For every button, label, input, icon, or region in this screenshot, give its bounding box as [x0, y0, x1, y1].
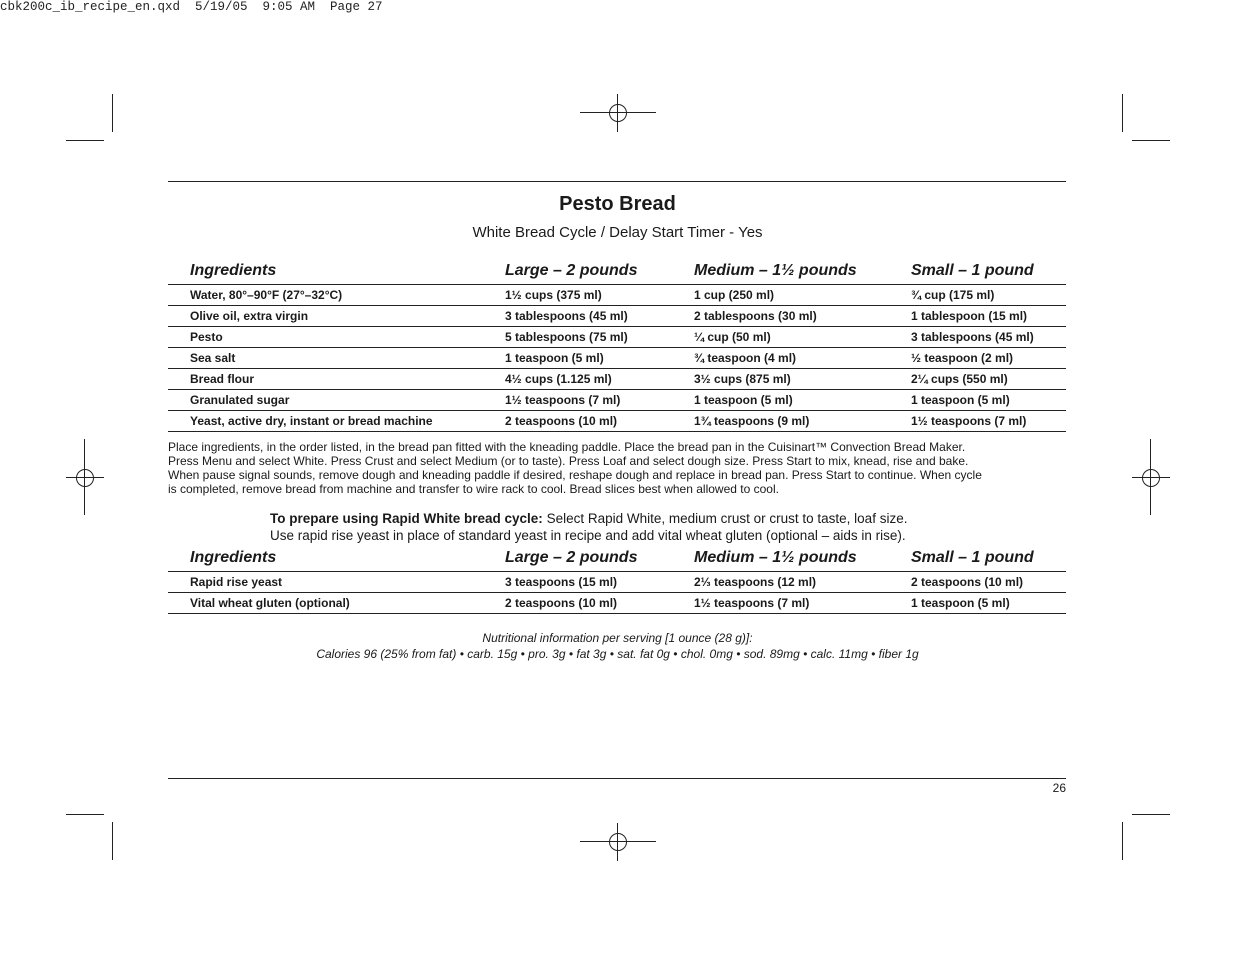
rapid-cycle-text: Select Rapid White, medium crust or crust to taste, loaf size. [542, 511, 908, 526]
amount-small: ¾ cup (175 ml) [911, 288, 995, 302]
nutrition-facts: Calories 96 (25% from fat) • carb. 15g • pro. 3g • fat 3g • sat. fat 0g • chol. 0mg • sod. 89mg • calc. 11mg • fiber 1g [316, 647, 919, 661]
header-small: Small – 1 pound [911, 549, 1034, 566]
ingredient-name: Bread flour [190, 372, 255, 386]
amount-large: 1½ teaspoons (7 ml) [505, 393, 621, 407]
amount-small: 2¼ cups (550 ml) [911, 372, 1008, 386]
amount-small: 1 teaspoon (5 ml) [911, 393, 1010, 407]
amount-large: 2 teaspoons (10 ml) [505, 596, 618, 610]
header-medium: Medium – 1½ pounds [694, 549, 857, 566]
table-row [168, 572, 1066, 593]
header-ingredients: Ingredients [190, 262, 277, 279]
amount-small: 1 tablespoon (15 ml) [911, 309, 1028, 323]
instruction-line: Press Menu and select White. Press Crust and select Medium (or to taste). Press Loaf and select dough size. Press Start to mix, knead, rise and bake. [168, 454, 969, 468]
table-row [168, 369, 1066, 390]
amount-large: 3 teaspoons (15 ml) [505, 575, 618, 589]
amount-medium: 2 tablespoons (30 ml) [694, 309, 817, 323]
registration-mark-bottom [580, 823, 656, 861]
rapid-cycle-note [270, 510, 907, 544]
amount-medium: 1¾ teaspoons (9 ml) [694, 414, 810, 428]
instruction-line: Place ingredients, in the order listed, in the bread pan fitted with the kneading paddle. Place the bread pan in the Cuisinart™ Convection Bread Maker. [168, 440, 966, 454]
registration-mark-left [66, 439, 104, 515]
amount-large: 1½ cups (375 ml) [505, 288, 602, 302]
rapid-ingredients-table [168, 547, 1066, 614]
instruction-line: is completed, remove bread from machine and transfer to wire rack to cool. Bread slices best when allowed to cool. [168, 482, 779, 496]
nutrition-heading: Nutritional information per serving [1 ounce (28 g)]: [482, 631, 753, 645]
table-header [168, 260, 1066, 285]
amount-large: 3 tablespoons (45 ml) [505, 309, 628, 323]
amount-medium: ¾ teaspoon (4 ml) [694, 351, 797, 365]
table-row [168, 348, 1066, 369]
ingredient-name: Rapid rise yeast [190, 575, 283, 589]
ingredient-name: Yeast, active dry, instant or bread machine [190, 414, 433, 428]
instructions-paragraph [168, 440, 1068, 496]
amount-large: 4½ cups (1.125 ml) [505, 372, 612, 386]
amount-medium: 1 teaspoon (5 ml) [694, 393, 793, 407]
amount-medium: 3½ cups (875 ml) [694, 372, 791, 386]
ingredient-name: Granulated sugar [190, 393, 290, 407]
header-ingredients: Ingredients [190, 549, 277, 566]
amount-small: ½ teaspoon (2 ml) [911, 351, 1014, 365]
slug-line: cbk200c_ib_recipe_en.qxd 5/19/05 9:05 AM Page 27 [0, 0, 383, 14]
table-header [168, 547, 1066, 572]
header-large: Large – 2 pounds [505, 549, 638, 566]
top-rule [168, 181, 1066, 182]
instruction-line: When pause signal sounds, remove dough and kneading paddle if desired, reshape dough and replace in bread pan. Press Start to continue. When cycle [168, 468, 982, 482]
amount-large: 5 tablespoons (75 ml) [505, 330, 628, 344]
rapid-cycle-lead: To prepare using Rapid White bread cycle: [270, 511, 543, 526]
header-small: Small – 1 pound [911, 262, 1034, 279]
recipe-title: Pesto Bread [559, 193, 676, 215]
amount-large: 2 teaspoons (10 ml) [505, 414, 618, 428]
ingredient-name: Olive oil, extra virgin [190, 309, 309, 323]
table-row [168, 593, 1066, 614]
table-row [168, 285, 1066, 306]
header-large: Large – 2 pounds [505, 262, 638, 279]
amount-medium: ¼ cup (50 ml) [694, 330, 771, 344]
registration-mark-top [580, 94, 656, 132]
ingredients-table [168, 260, 1066, 432]
header-medium: Medium – 1½ pounds [694, 262, 857, 279]
amount-small: 1 teaspoon (5 ml) [911, 596, 1010, 610]
amount-medium: 2⅓ teaspoons (12 ml) [694, 575, 817, 589]
ingredient-name: Pesto [190, 330, 223, 344]
table-row [168, 411, 1066, 432]
ingredient-name: Water, 80°–90°F (27°–32°C) [190, 288, 343, 302]
amount-small: 2 teaspoons (10 ml) [911, 575, 1024, 589]
amount-medium: 1 cup (250 ml) [694, 288, 775, 302]
ingredient-name: Vital wheat gluten (optional) [190, 596, 350, 610]
table-row [168, 390, 1066, 411]
table-row [168, 306, 1066, 327]
rapid-cycle-text-2: Use rapid rise yeast in place of standard yeast in recipe and add vital wheat gluten (optional – aids in rise). [270, 528, 906, 543]
recipe-subtitle: White Bread Cycle / Delay Start Timer - Yes [472, 224, 763, 241]
amount-small: 1½ teaspoons (7 ml) [911, 414, 1027, 428]
registration-mark-right [1132, 439, 1170, 515]
ingredient-name: Sea salt [190, 351, 236, 365]
page-number: 26 [1052, 781, 1066, 795]
amount-large: 1 teaspoon (5 ml) [505, 351, 604, 365]
amount-medium: 1½ teaspoons (7 ml) [694, 596, 810, 610]
table-row [168, 327, 1066, 348]
amount-small: 3 tablespoons (45 ml) [911, 330, 1034, 344]
bottom-rule [168, 778, 1066, 779]
